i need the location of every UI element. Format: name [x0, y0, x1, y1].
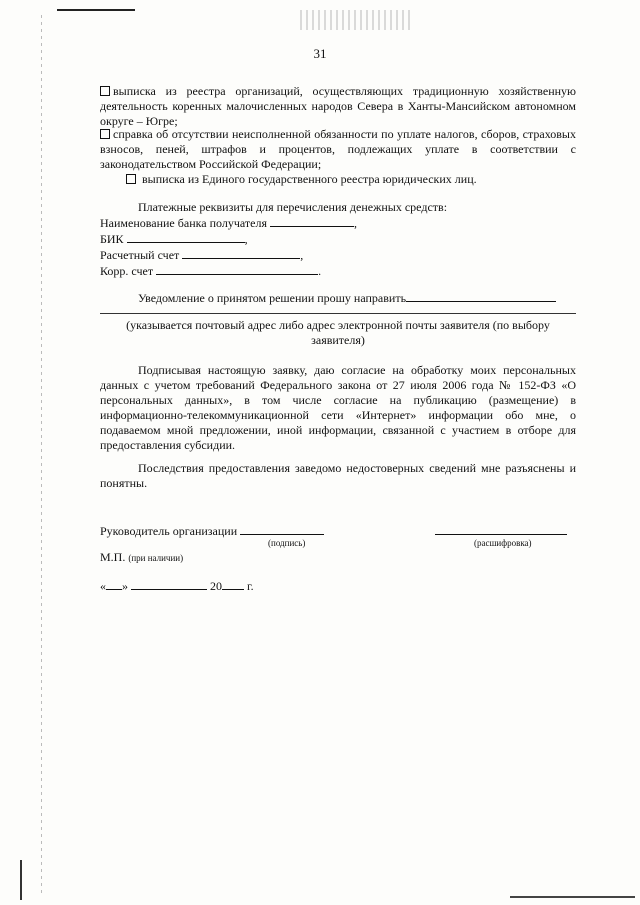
- decode-hint: (расшифровка): [474, 538, 532, 548]
- notification-row: [100, 290, 576, 306]
- payment-section: [100, 200, 576, 279]
- consent-paragraph: Подписывая настоящую заявку, даю согласие на обработку моих персональных данных с учетом требований Федерального закона от 27 июля 2006 года № 152-ФЗ «О персональных данных», в том числе согласие на публикацию (размещение) в информационно-телекоммуникационной сети «Интернет» информации обо мне, о подаваемом мной предложении, иной информации, связанной с участием в отборе для предоставления субсидии.: [100, 363, 576, 452]
- document-item: [100, 172, 576, 187]
- document-item-text: справка об отсутствии неисполненной обязанности по уплате налогов, сборов, страховых взносов, пеней, штрафов и процентов, подлежащих уплате в соответствии с законодательством Российской Федерации;: [100, 127, 576, 171]
- bik-row: БИК ,: [100, 232, 248, 246]
- document-item-text: выписка из Единого государственного реестра юридических лиц.: [142, 172, 477, 186]
- document-item-text: выписка из реестра организаций, осуществляющих традиционную хозяйственную деятельность коренных малочисленных народов Севера в Ханты-Мансийском автономном округе – Югре;: [100, 84, 576, 128]
- signature-hint: (подпись): [268, 538, 306, 548]
- scan-artifact: [41, 15, 42, 895]
- bank-name-row: Наименование банка получателя ,: [100, 216, 357, 230]
- date-row: « » 20 г.: [100, 579, 254, 593]
- notification-hint: (указывается почтовый адрес либо адрес электронной почты заявителя (по выбору заявителя): [126, 318, 550, 347]
- checkbox-icon: [126, 174, 136, 184]
- stamp-row: [100, 550, 576, 566]
- address-line: [100, 313, 576, 314]
- notification-field: [406, 290, 556, 302]
- account-row: Расчетный счет ,: [100, 248, 304, 262]
- notification-label: Уведомление о принятом решении прошу направить: [138, 291, 407, 305]
- scan-artifact: [510, 896, 635, 898]
- scan-artifact: [20, 860, 22, 900]
- payment-heading: Платежные реквизиты для перечисления денежных средств:: [138, 200, 448, 214]
- scan-artifact: [300, 10, 410, 30]
- stamp-label: М.П.: [100, 550, 126, 564]
- page-number: 31: [313, 46, 327, 61]
- stamp-hint: (при наличии): [128, 553, 184, 563]
- year-field: [222, 578, 244, 590]
- corr-row: Корр. счет .: [100, 264, 322, 278]
- document-item: [100, 127, 576, 172]
- signature-field: [240, 523, 324, 535]
- decode-field: [435, 523, 567, 535]
- account-field: [182, 247, 300, 259]
- scan-artifact: [57, 9, 135, 11]
- month-field: [131, 578, 207, 590]
- bik-field: [127, 231, 245, 243]
- signature-row: [100, 523, 576, 539]
- day-field: [106, 578, 122, 590]
- corr-field: [156, 263, 318, 275]
- head-label: Руководитель организации: [100, 524, 238, 538]
- checkbox-icon: [100, 86, 110, 96]
- checkbox-icon: [100, 129, 110, 139]
- bank-name-field: [270, 215, 354, 227]
- document-item: [100, 84, 576, 129]
- liability-paragraph: Последствия предоставления заведомо недостоверных сведений мне разъяснены и понятны.: [100, 461, 576, 490]
